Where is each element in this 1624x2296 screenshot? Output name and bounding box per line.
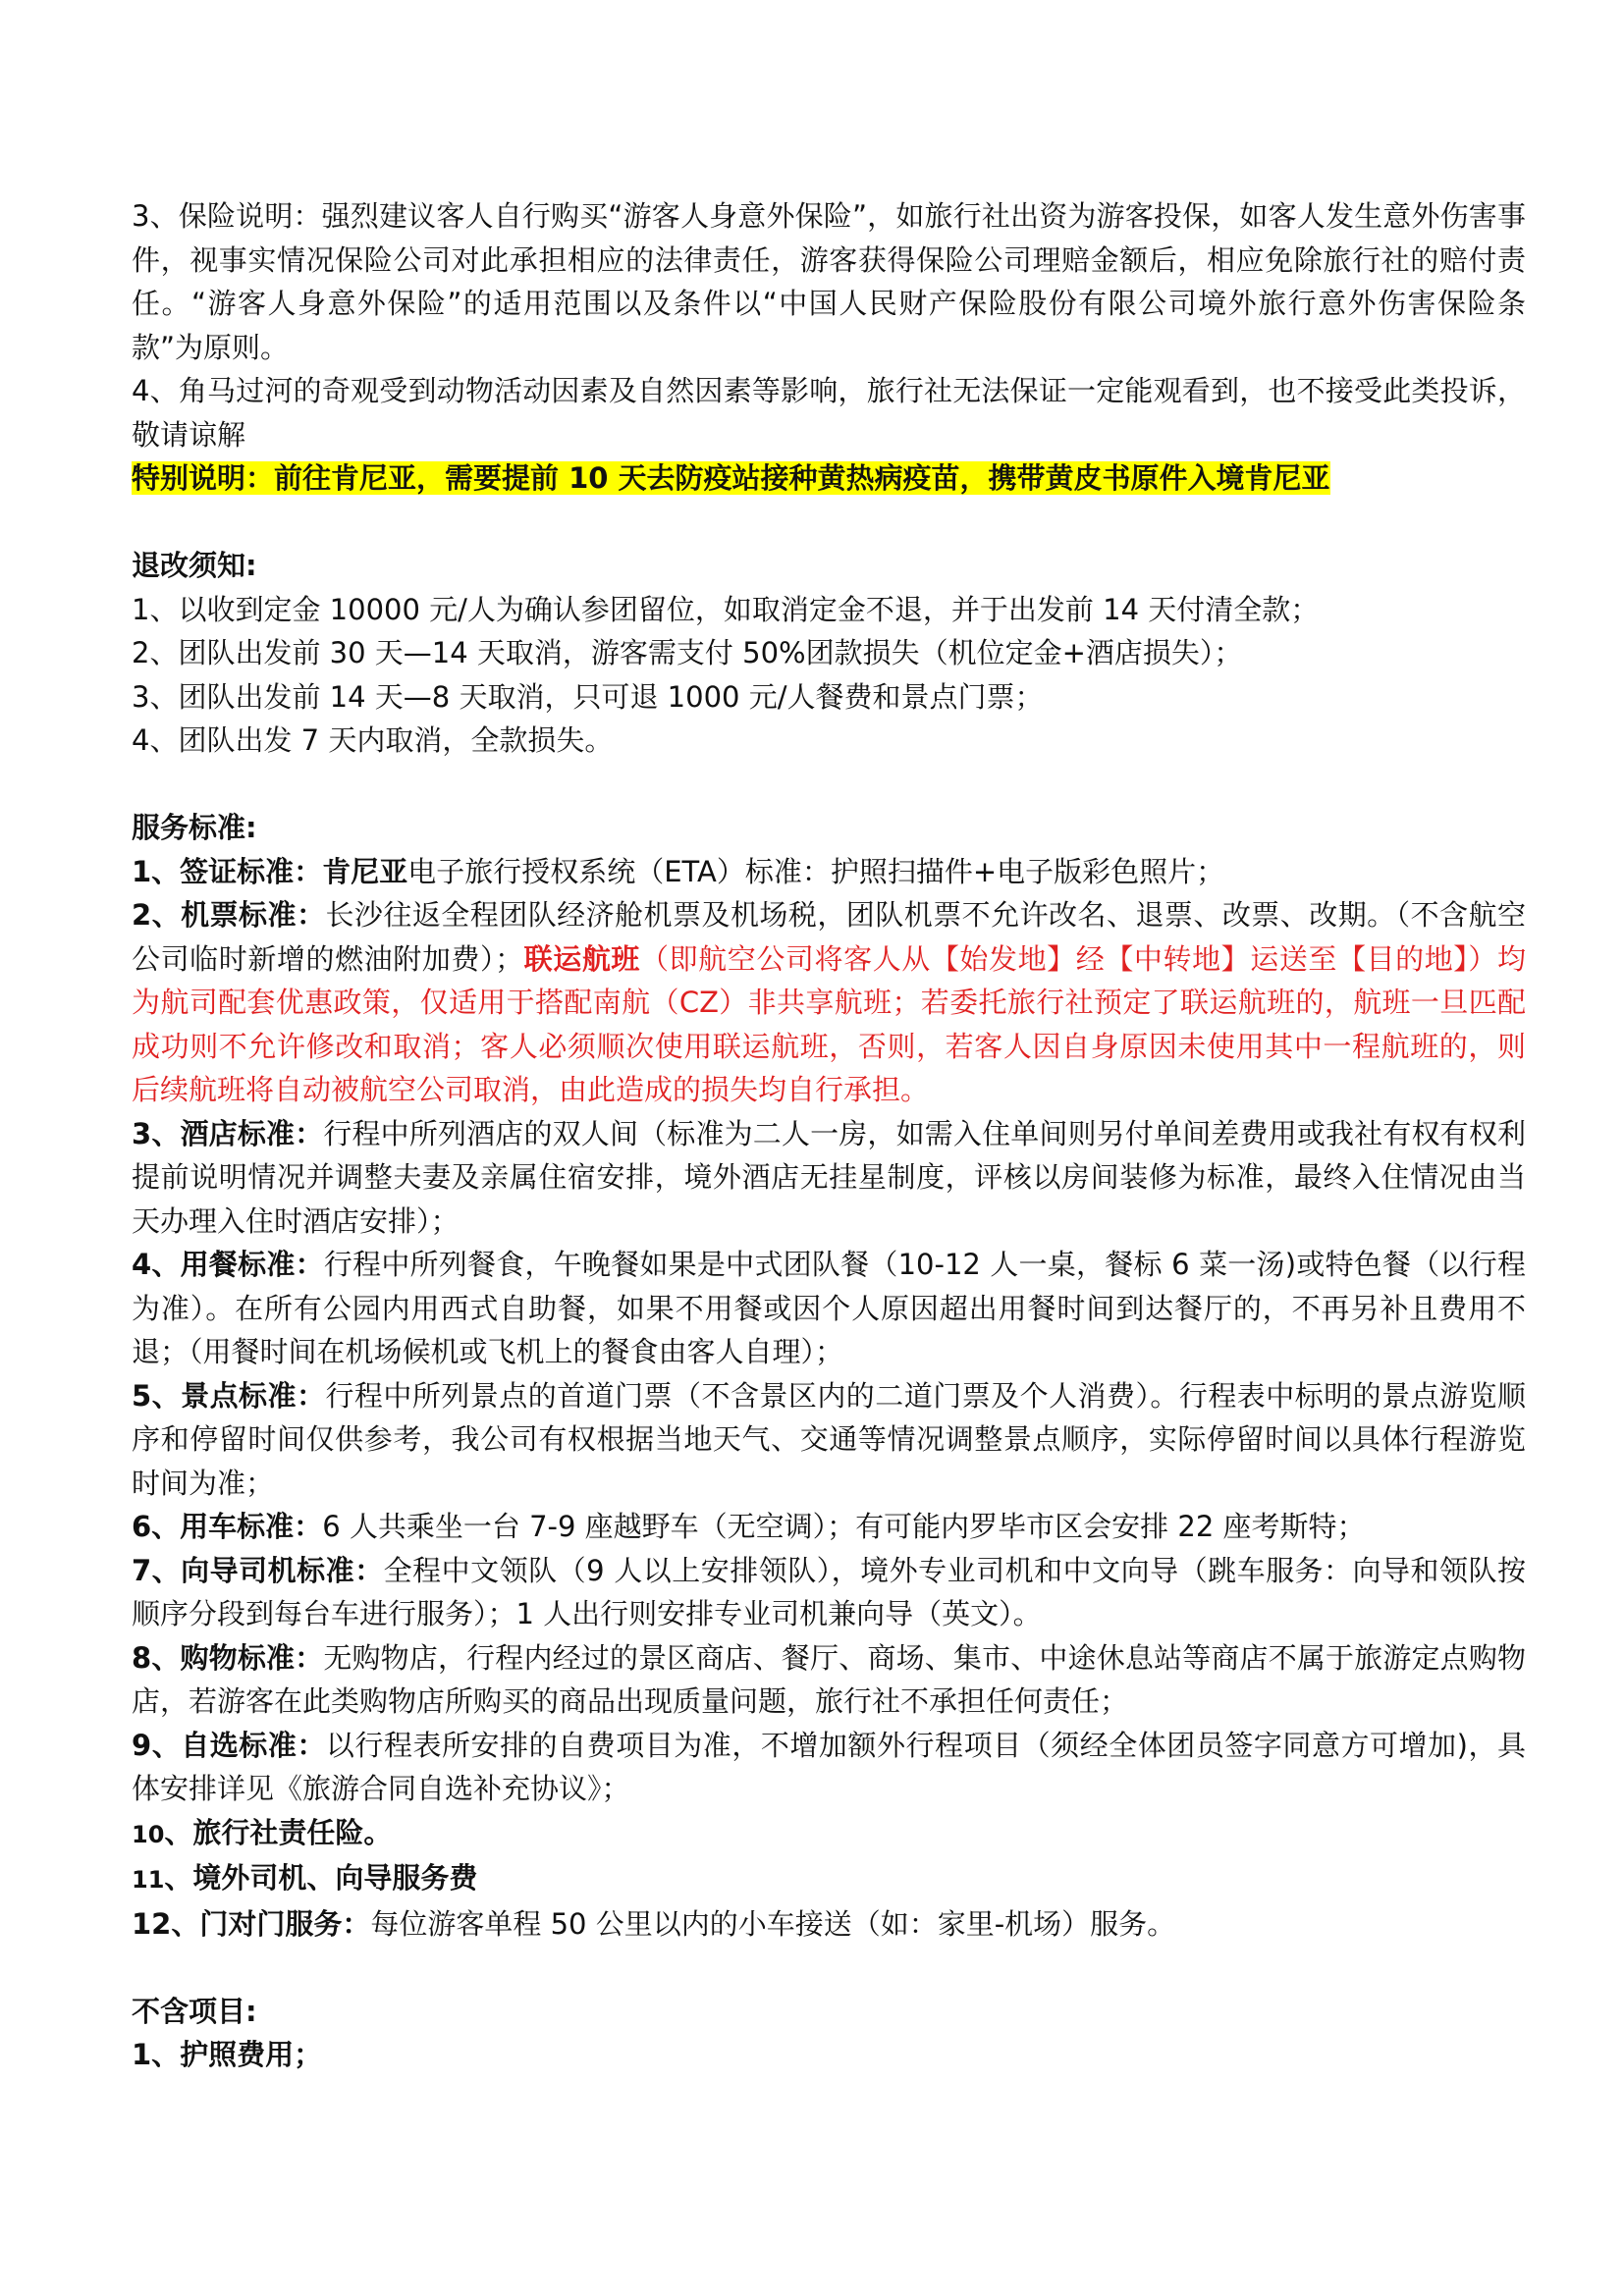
item-10-number: 10 [132, 1820, 165, 1848]
ticket-text: 长沙往返全程团队经济舱机票及机场税，团队机票不允许改名、退票、改票、改期。（不含航空公司临时新增的燃油附加费）； [132, 898, 1526, 976]
optional-label: 9、自选标准： [132, 1728, 326, 1762]
excluded-item-1: 1、护照费用； [132, 2038, 323, 2071]
service-meal [132, 1243, 1526, 1374]
spacer [132, 763, 1526, 807]
special-note-highlight: 特别说明：前往肯尼亚，需要提前 10 天去防疫站接种黄热病疫苗，携带黄皮书原件入境肯尼亚 [132, 461, 1330, 495]
meal-text: 行程中所列餐食，午晚餐如果是中式团队餐（10-12 人一桌，餐标 6 菜一汤)或特色餐（以行程为准）。在所有公园内用西式自助餐，如果不用餐或因个人原因超出用餐时间到达餐厅的，不再另补且费用不退；（用餐时间在机场候机或飞机上的餐食由客人自理）； [132, 1248, 1526, 1368]
service-item-10 [132, 1811, 1526, 1857]
sight-text: 行程中所列景点的首道门票（不含景区内的二道门票及个人消费）。行程表中标明的景点游览顺序和停留时间仅供参考，我公司有权根据当地天气、交通等情况调整景点顺序，实际停留时间以具体行程游览时间为准； [132, 1378, 1526, 1500]
service-sight [132, 1374, 1526, 1506]
insurance-item-3: 3、保险说明：强烈建议客人自行购买“游客人身意外保险”，如旅行社出资为游客投保，如客人发生意外伤害事件，视事实情况保险公司对此承担相应的法律责任，游客获得保险公司理赔金额后，相应免除旅行社的赔付责任。“游客人身意外保险”的适用范围以及条件以“中国人民财产保险股份有限公司境外旅行意外伤害保险条款”为原则。 [132, 199, 1526, 364]
item-11-text: 、境外司机、向导服务费 [164, 1861, 478, 1895]
guide-text: 全程中文领队（9 人以上安排领队），境外专业司机和中文向导（跳车服务：向导和领队按顺序分段到每台车进行服务）；1 人出行则安排专业司机兼向导（英文）。 [132, 1553, 1527, 1630]
service-optional [132, 1724, 1526, 1811]
refund-item-3: 3、团队出发前 14 天—8 天取消，只可退 1000 元/人餐费和景点门票； [132, 679, 1044, 714]
car-label: 6、用车标准： [132, 1510, 323, 1543]
service-car [132, 1505, 1526, 1549]
spacer [132, 501, 1526, 545]
car-text: 6 人共乘坐一台 7-9 座越野车（无空调）；有可能内罗毕市区会安排 22 座考斯特； [322, 1510, 1366, 1543]
service-hotel [132, 1112, 1526, 1244]
refund-item-4: 4、团队出发 7 天内取消，全款损失。 [132, 723, 614, 757]
excluded-title: 不含项目: [132, 1994, 257, 2028]
ticket-connect-label: 联运航班 [523, 941, 640, 976]
shop-label: 8、购物标准： [132, 1640, 324, 1675]
service-ticket [132, 893, 1526, 1112]
ticket-red-text: （即航空公司将客人从【始发地】经【中转地】运送至【目的地】）均为航司配套优惠政策，仅适用于搭配南航（CZ）非共享航班；若委托旅行社预定了联运航班的，航班一旦匹配成功则不允许修改和取消；客人必须顺次使用联运航班，否则，若客人因自身原因未使用其中一程航班的，则后续航班将自动被航空公司取消，由此造成的损失均自行承担。 [132, 941, 1526, 1106]
service-shop [132, 1636, 1526, 1724]
hotel-text: 行程中所列酒店的双人间（标准为二人一房，如需入住单间则另付单间差费用或我社有权有权利提前说明情况并调整夫妻及亲属住宿安排，境外酒店无挂星制度，评核以房间装修为标准，最终入住情况由当天办理入住时酒店安排）； [132, 1116, 1526, 1238]
service-door [132, 1902, 1526, 1947]
sight-label: 5、景点标准： [132, 1378, 326, 1413]
refund-title: 退改须知: [132, 549, 257, 582]
item-11-number: 11 [132, 1866, 165, 1894]
spacer [132, 1946, 1526, 1990]
door-label: 12、门对门服务： [132, 1906, 371, 1941]
insurance-item-4: 4、角马过河的奇观受到动物活动因素及自然因素等影响，旅行社无法保证一定能观看到，也不接受此类投诉，敬请谅解 [132, 374, 1526, 452]
service-item-11 [132, 1856, 1526, 1902]
guide-label: 7、向导司机标准： [132, 1553, 384, 1587]
service-title: 服务标准: [132, 811, 257, 844]
refund-item-1: 1、以收到定金 10000 元/人为确认参团留位，如取消定金不退，并于出发前 14 天付清全款； [132, 592, 1320, 626]
service-visa [132, 850, 1526, 894]
ticket-label: 2、机票标准： [132, 898, 326, 932]
service-guide [132, 1549, 1526, 1636]
door-text: 每位游客单程 50 公里以内的小车接送（如：家里-机场）服务。 [370, 1906, 1176, 1941]
visa-text: 电子旅行授权系统（ETA）标准：护照扫描件+电子版彩色照片； [407, 854, 1225, 888]
document-page [132, 194, 1526, 2077]
meal-label: 4、用餐标准： [132, 1248, 324, 1281]
refund-item-2: 2、团队出发前 30 天—14 天取消，游客需支付 50%团款损失（机位定金+酒店损失）； [132, 636, 1243, 669]
special-note-line [132, 456, 1526, 501]
hotel-label: 3、酒店标准： [132, 1116, 324, 1150]
visa-country: 肯尼亚 [322, 854, 408, 888]
visa-label: 1、签证标准： [132, 854, 323, 888]
item-10-text: 、旅行社责任险。 [164, 1815, 393, 1849]
shop-text: 无购物店，行程内经过的景区商店、餐厅、商场、集市、中途休息站等商店不属于旅游定点购物店，若游客在此类购物店所购买的商品出现质量问题，旅行社不承担任何责任； [132, 1640, 1526, 1718]
optional-text: 以行程表所安排的自费项目为准，不增加额外行程项目（须经全体团员签字同意方可增加)，具体安排详见《旅游合同自选补充协议》； [132, 1728, 1526, 1805]
